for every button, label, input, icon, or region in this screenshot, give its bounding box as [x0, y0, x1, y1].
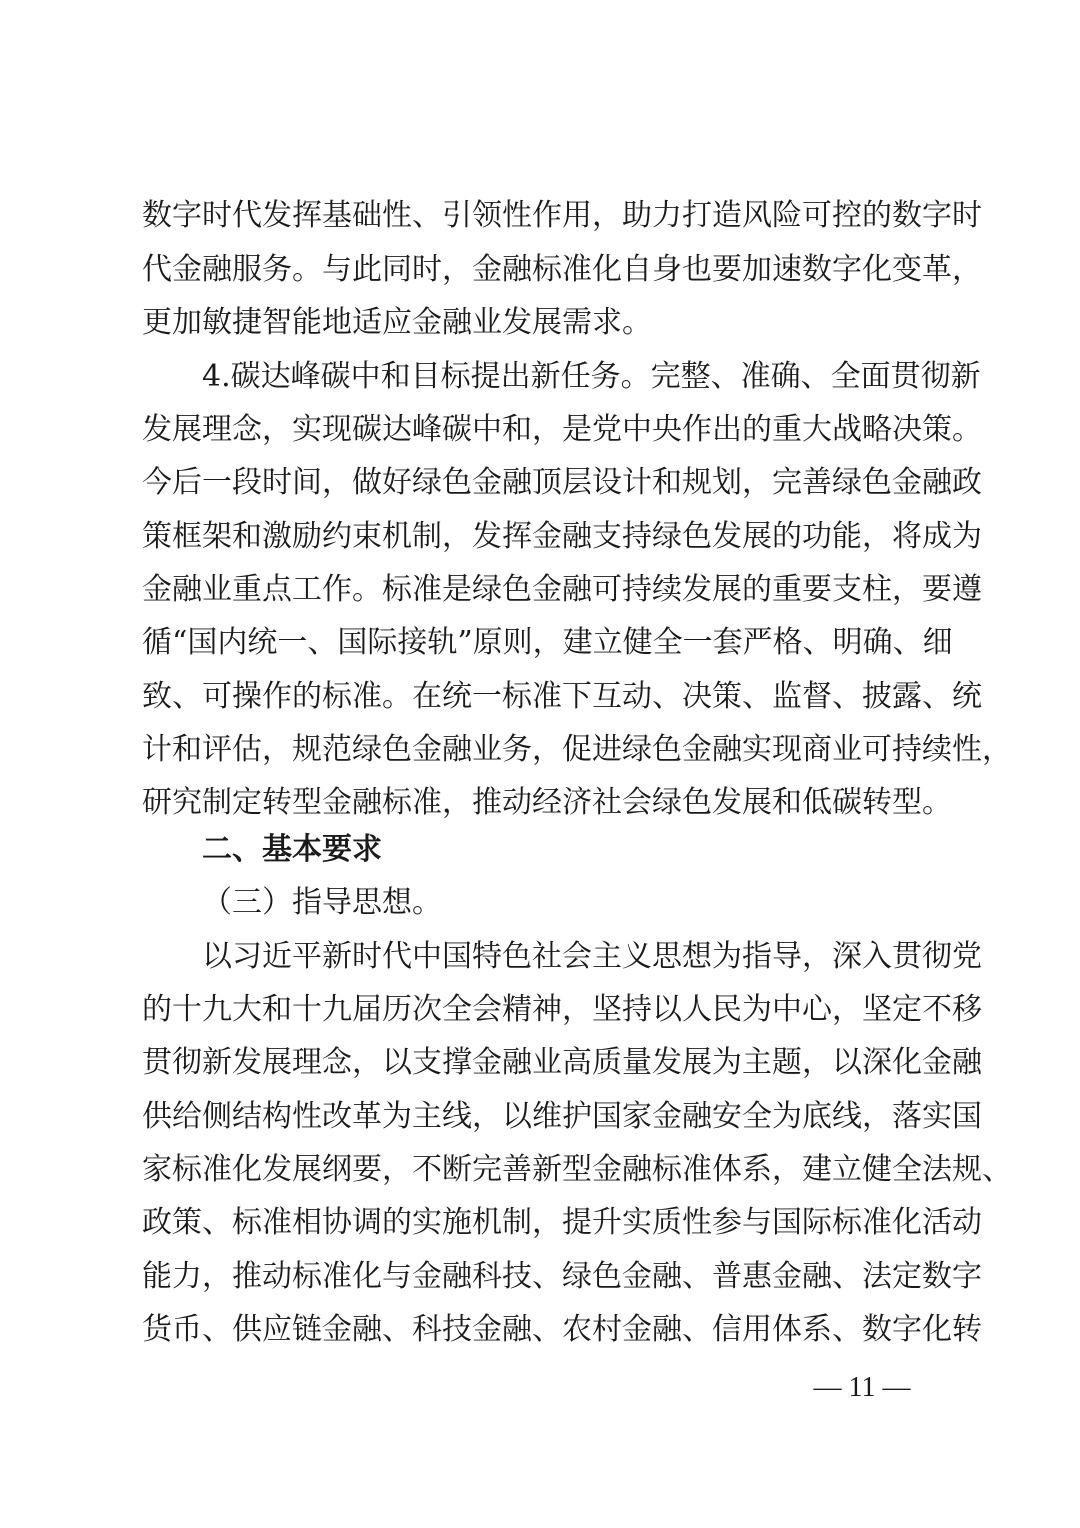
paragraph-line: 货币、供应链金融、科技金融、农村金融、信用体系、数字化转 [142, 1312, 982, 1347]
paragraph-line: 能力，推动标准化与金融科技、绿色金融、普惠金融、法定数字 [142, 1259, 982, 1294]
paragraph-line: 今后一段时间，做好绿色金融顶层设计和规划，完善绿色金融政 [142, 465, 982, 500]
paragraph-line: 政策、标准相协调的实施机制，提升实质性参与国际标准化活动 [142, 1205, 982, 1240]
paragraph-line: 4.碳达峰碳中和目标提出新任务。完整、准确、全面贯彻新 [202, 359, 981, 394]
subsection-heading: （三）指导思想。 [202, 885, 442, 920]
paragraph-line: 发展理念，实现碳达峰碳中和，是党中央作出的重大战略决策。 [142, 412, 982, 447]
paragraph-line: 金融业重点工作。标准是绿色金融可持续发展的重要支柱，要遵 [142, 572, 982, 607]
paragraph-line: 策框架和激励约束机制，发挥金融支持绿色发展的功能，将成为 [142, 519, 982, 554]
paragraph-line: 以习近平新时代中国特色社会主义思想为指导，深入贯彻党 [202, 939, 982, 974]
paragraph-line: 更加敏捷智能地适应金融业发展需求。 [142, 305, 652, 340]
paragraph-line: 的十九大和十九届历次全会精神，坚持以人民为中心，坚定不移 [142, 992, 982, 1027]
paragraph-line: 供给侧结构性改革为主线，以维护国家金融安全为底线，落实国 [142, 1099, 982, 1134]
paragraph-line: 致、可操作的标准。在统一标准下互动、决策、监督、披露、统 [142, 679, 982, 714]
paragraph-line: 代金融服务。与此同时，金融标准化自身也要加速数字化变革， [142, 252, 982, 287]
paragraph-line: 研究制定转型金融标准，推动经济社会绿色发展和低碳转型。 [142, 785, 952, 820]
page-number: — 11 — [813, 1372, 911, 1403]
paragraph-line: 数字时代发挥基础性、引领性作用，助力打造风险可控的数字时 [142, 198, 982, 233]
paragraph-line: 循“国内统一、国际接轨”原则，建立健全一套严格、明确、细 [142, 625, 953, 660]
paragraph-line: 贯彻新发展理念，以支撑金融业高质量发展为主题，以深化金融 [142, 1045, 982, 1080]
section-heading: 二、基本要求 [202, 832, 382, 867]
paragraph-line: 计和评估，规范绿色金融业务，促进绿色金融实现商业可持续性， [142, 732, 1012, 767]
paragraph-line: 家标准化发展纲要，不断完善新型金融标准体系，建立健全法规、 [142, 1152, 1012, 1187]
